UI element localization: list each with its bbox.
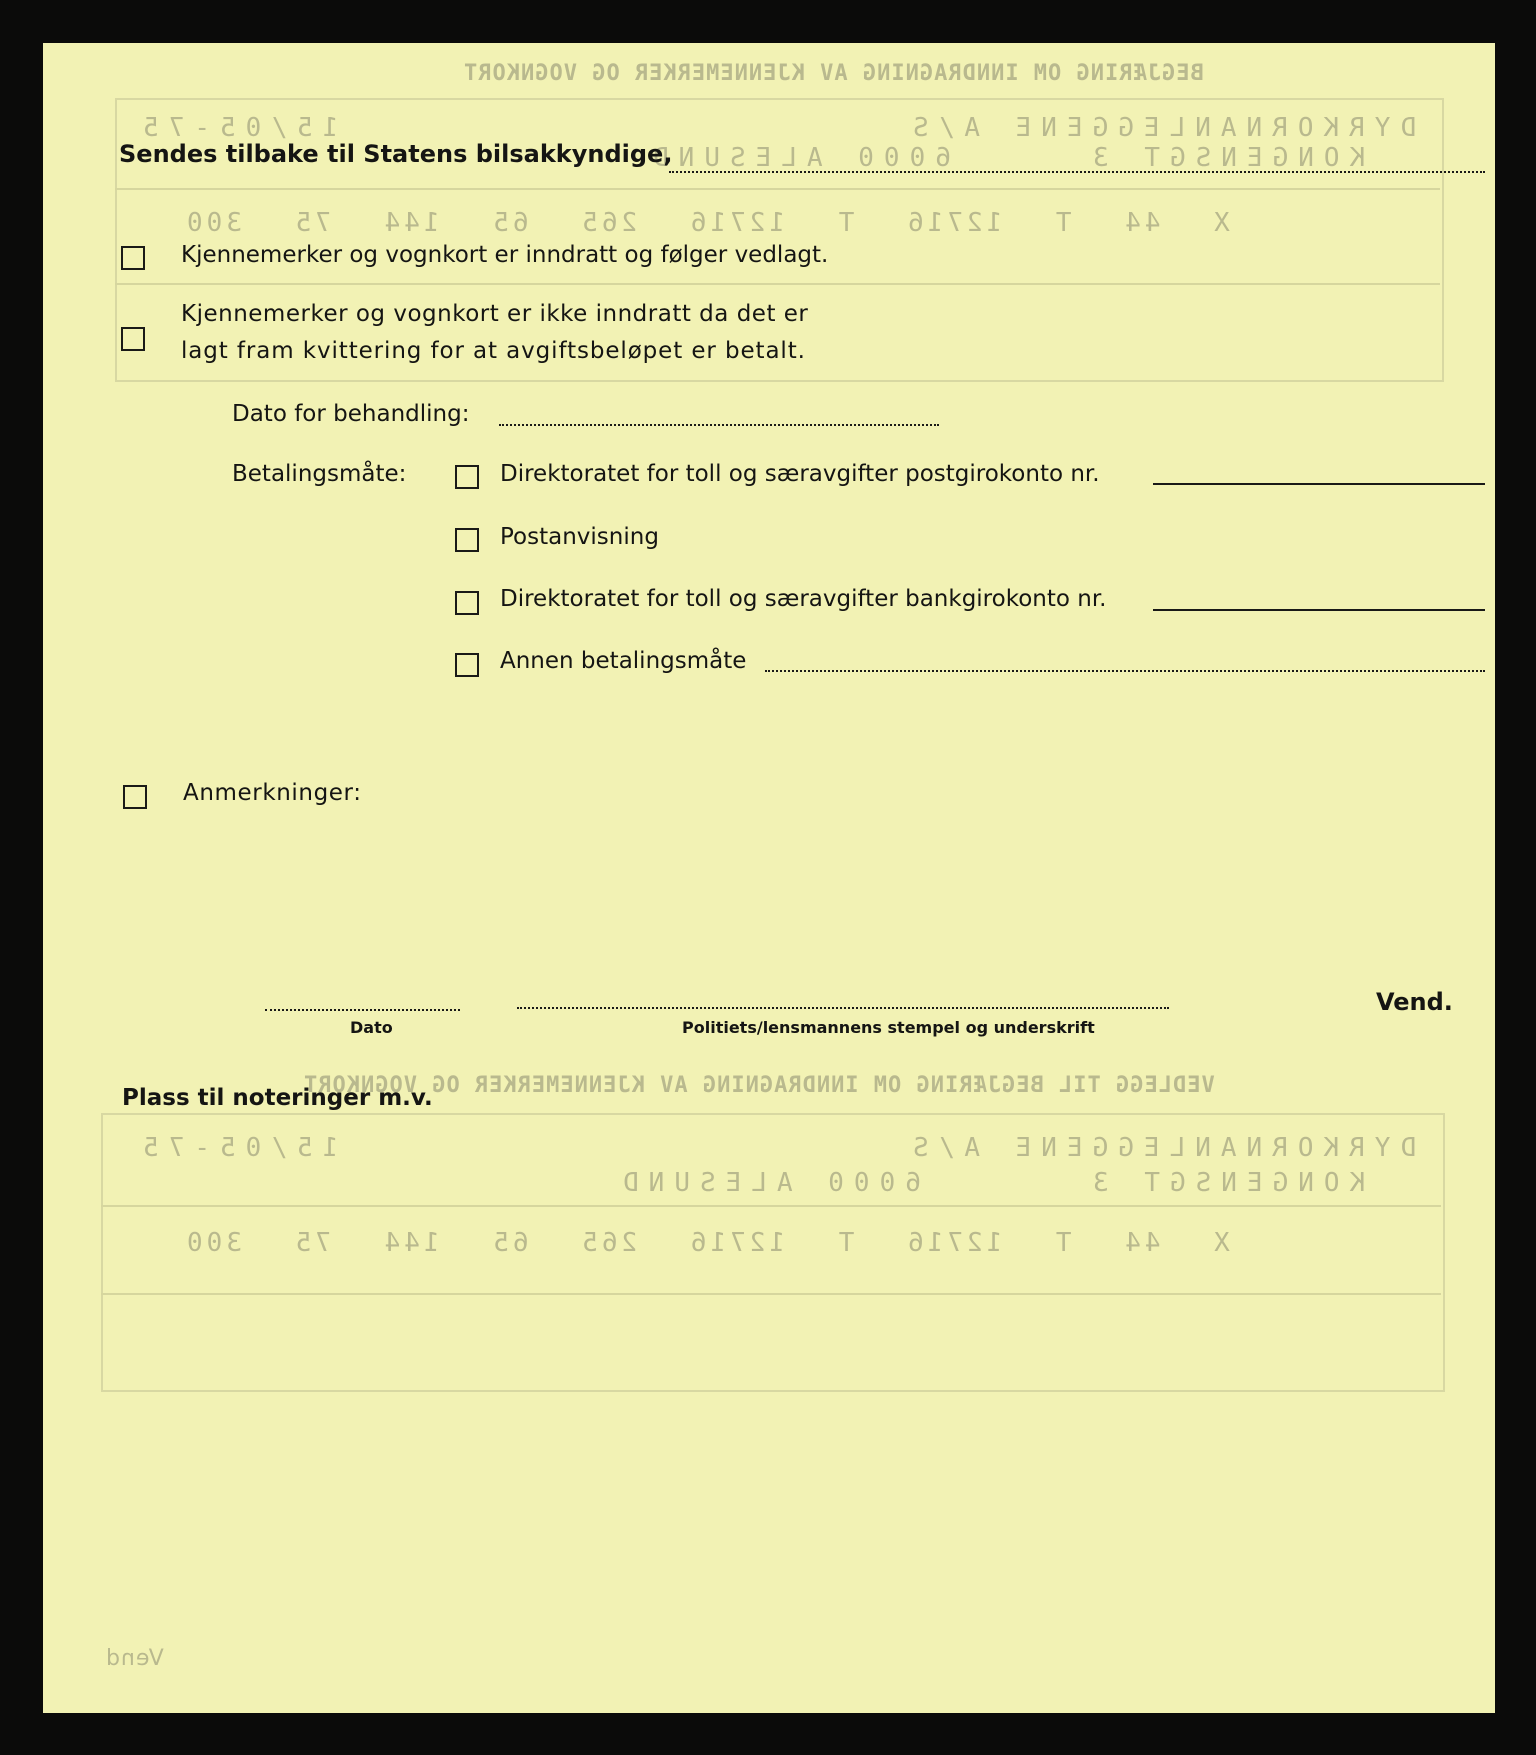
showthrough-top-name: DYRKORNANLEGGENE A/S bbox=[903, 113, 1417, 143]
showthrough-top-heading: BEGJÆRING OM INNDRAGNING AV KJENNEMERKER OG VOGNKORT bbox=[463, 61, 1204, 86]
return-to-heading: Sendes tilbake til Statens bilsakkyndige, bbox=[119, 140, 673, 168]
showthrough-bottom-heading: VEDLEGG TIL BEGJÆRING OM INNDRAGNING AV KJENNEMERKER OG VOGNKORT bbox=[303, 1073, 1215, 1098]
showthrough-top-rule-2 bbox=[115, 283, 1440, 285]
showthrough-bottom-row: X 44 T 12716 T 12716 265 65 144 75 300 bbox=[183, 1228, 1230, 1258]
payment-other-label: Annen betalingsmåte bbox=[500, 648, 747, 674]
payment-other-checkbox[interactable] bbox=[455, 653, 479, 677]
bankgiro-account-field[interactable] bbox=[1153, 609, 1485, 611]
turn-over-label: Vend. bbox=[1376, 988, 1453, 1016]
return-to-address-line[interactable] bbox=[669, 171, 1485, 173]
notes-heading: Plass til noteringer m.v. bbox=[122, 1085, 433, 1111]
payment-other-field[interactable] bbox=[765, 670, 1485, 672]
signature-stamp-line[interactable] bbox=[517, 1007, 1169, 1009]
showthrough-top-city: 6000 ALESUND bbox=[643, 143, 951, 173]
showthrough-top-street: KONGENSGT 3 bbox=[1083, 143, 1366, 173]
remarks-label: Anmerkninger: bbox=[183, 780, 362, 806]
not-seized-label-line2: lagt fram kvittering for at avgiftsbeløpet er betalt. bbox=[181, 338, 806, 364]
seized-checkbox[interactable] bbox=[121, 246, 145, 270]
date-of-processing-field[interactable] bbox=[499, 424, 939, 426]
showthrough-bottom-city: 6000 ALESUND bbox=[613, 1168, 921, 1198]
payment-bankgiro-label: Direktoratet for toll og særavgifter bankgirokonto nr. bbox=[500, 586, 1107, 612]
payment-bankgiro-checkbox[interactable] bbox=[455, 591, 479, 615]
not-seized-checkbox[interactable] bbox=[121, 327, 145, 351]
signature-date-line[interactable] bbox=[265, 1009, 460, 1011]
showthrough-bottom-date: 15/05-75 bbox=[133, 1133, 339, 1163]
signature-date-label: Dato bbox=[350, 1018, 393, 1037]
showthrough-bottom-vend: Vend bbox=[105, 1646, 164, 1671]
showthrough-bottom-street: KONGENSGT 3 bbox=[1083, 1168, 1366, 1198]
postgiro-account-field[interactable] bbox=[1153, 483, 1485, 485]
showthrough-bottom-rule bbox=[101, 1205, 1441, 1207]
showthrough-bottom-rule-2 bbox=[101, 1293, 1441, 1295]
showthrough-top-rule bbox=[115, 188, 1440, 190]
payment-postanvisning-label: Postanvisning bbox=[500, 524, 659, 550]
payment-postgiro-label: Direktoratet for toll og særavgifter postgirokonto nr. bbox=[500, 461, 1100, 487]
remarks-checkbox[interactable] bbox=[123, 785, 147, 809]
showthrough-top-date: 15/05-75 bbox=[133, 113, 339, 143]
showthrough-top-row: X 44 T 12716 T 12716 265 65 144 75 300 bbox=[183, 208, 1230, 238]
signature-stamp-label: Politiets/lensmannens stempel og underskrift bbox=[682, 1018, 1095, 1037]
date-of-processing-label: Dato for behandling: bbox=[232, 401, 470, 427]
not-seized-label-line1: Kjennemerker og vognkort er ikke inndratt da det er bbox=[181, 301, 809, 327]
seized-label: Kjennemerker og vognkort er inndratt og følger vedlagt. bbox=[181, 242, 829, 268]
payment-method-label: Betalingsmåte: bbox=[232, 461, 407, 487]
payment-postgiro-checkbox[interactable] bbox=[455, 465, 479, 489]
showthrough-bottom-name: DYRKORNANLEGGENE A/S bbox=[903, 1133, 1417, 1163]
form-sheet bbox=[43, 43, 1495, 1713]
payment-postanvisning-checkbox[interactable] bbox=[455, 528, 479, 552]
